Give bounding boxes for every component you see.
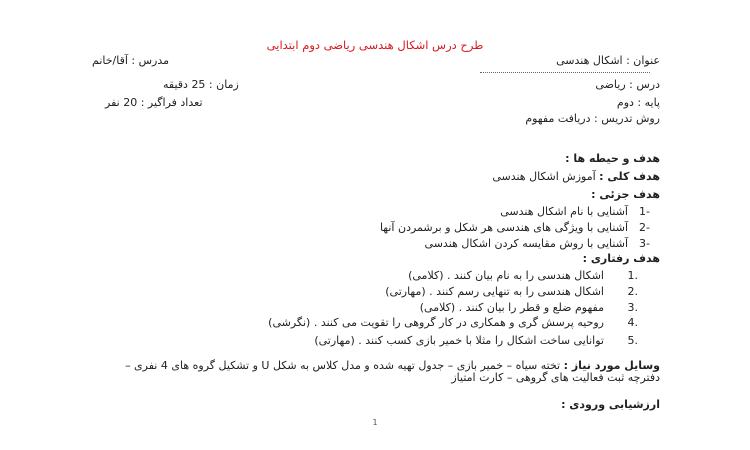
partial-goals-list bbox=[380, 204, 650, 252]
list-item bbox=[78, 268, 638, 284]
general-goal-text: آموزش اشکال هندسی bbox=[492, 170, 596, 183]
list-text: مفهوم ضلع و قطر را بیان کنند . (کلامی) bbox=[419, 301, 604, 314]
list-number: 3- bbox=[639, 237, 650, 250]
materials-text: تخته سیاه – خمیر بازی – جدول تهیه شده و مدل کلاس به شکل U و تشکیل گروه های 4 نفری – دفترچه ثبت فعالیت های گروهی – کارت امتیاز bbox=[125, 359, 660, 384]
method-label: روش تدریس : دریافت مفهوم bbox=[525, 112, 660, 125]
dotted-separator bbox=[480, 72, 650, 73]
list-number: 1. bbox=[627, 269, 638, 282]
behavioral-goals-heading: هدف رفتاری : bbox=[582, 252, 660, 265]
list-text: توانایی ساخت اشکال را مثلا با خمیر بازی کسب کنند . (مهارتی) bbox=[314, 334, 604, 347]
learners-label: تعداد فراگیر : 20 نفر bbox=[105, 96, 203, 109]
list-item bbox=[380, 236, 650, 252]
list-text: اشکال هندسی را به تنهایی رسم کنند . (مهارتی) bbox=[385, 285, 604, 298]
materials-label: وسایل مورد نیاز : bbox=[563, 359, 660, 372]
list-number: 2. bbox=[627, 285, 638, 298]
list-text: آشنایی با ویژگی های هندسی هر شکل و برشمردن آنها bbox=[379, 221, 628, 234]
list-item bbox=[380, 204, 650, 220]
time-label: زمان : 25 دقیقه bbox=[163, 78, 239, 91]
goals-heading: هدف و حیطه ها : bbox=[565, 152, 660, 165]
general-goal bbox=[492, 170, 660, 184]
page-number: 1 bbox=[372, 418, 378, 427]
list-text: آشنایی با روش مقایسه کردن اشکال هندسی bbox=[424, 237, 628, 250]
list-text: آشنایی با نام اشکال هندسی bbox=[500, 205, 628, 218]
list-number: 3. bbox=[627, 301, 638, 314]
behavioral-goals-list bbox=[78, 268, 638, 349]
lesson-label: درس : ریاضی bbox=[595, 78, 660, 91]
list-number: 5. bbox=[627, 334, 638, 347]
list-item bbox=[78, 284, 638, 300]
teacher-label: مدرس : آقا/خانم bbox=[92, 54, 170, 67]
subject-label: عنوان : اشکال هندسی bbox=[556, 54, 660, 67]
grade-label: پایه : دوم bbox=[616, 96, 660, 109]
page-title: طرح درس اشکال هندسی ریاضی دوم ابتدایی bbox=[266, 38, 484, 52]
partial-goals-heading: هدف جزئی : bbox=[591, 188, 660, 201]
materials-paragraph bbox=[90, 360, 660, 384]
list-text: روحیه پرسش گری و همکاری در کار گروهی را تقویت می کنند . (نگرشی) bbox=[268, 316, 604, 329]
list-item bbox=[380, 220, 650, 236]
list-item bbox=[78, 316, 638, 329]
list-text: اشکال هندسی را به نام بیان کنند . (کلامی) bbox=[408, 269, 604, 282]
list-number: 4. bbox=[627, 316, 638, 329]
list-number: 2- bbox=[639, 221, 650, 234]
general-goal-label: هدف کلی : bbox=[599, 170, 660, 183]
list-number: 1- bbox=[639, 205, 650, 218]
list-item bbox=[78, 300, 638, 316]
list-item bbox=[78, 333, 638, 349]
evaluation-heading: ارزشیابی ورودی : bbox=[561, 398, 660, 411]
